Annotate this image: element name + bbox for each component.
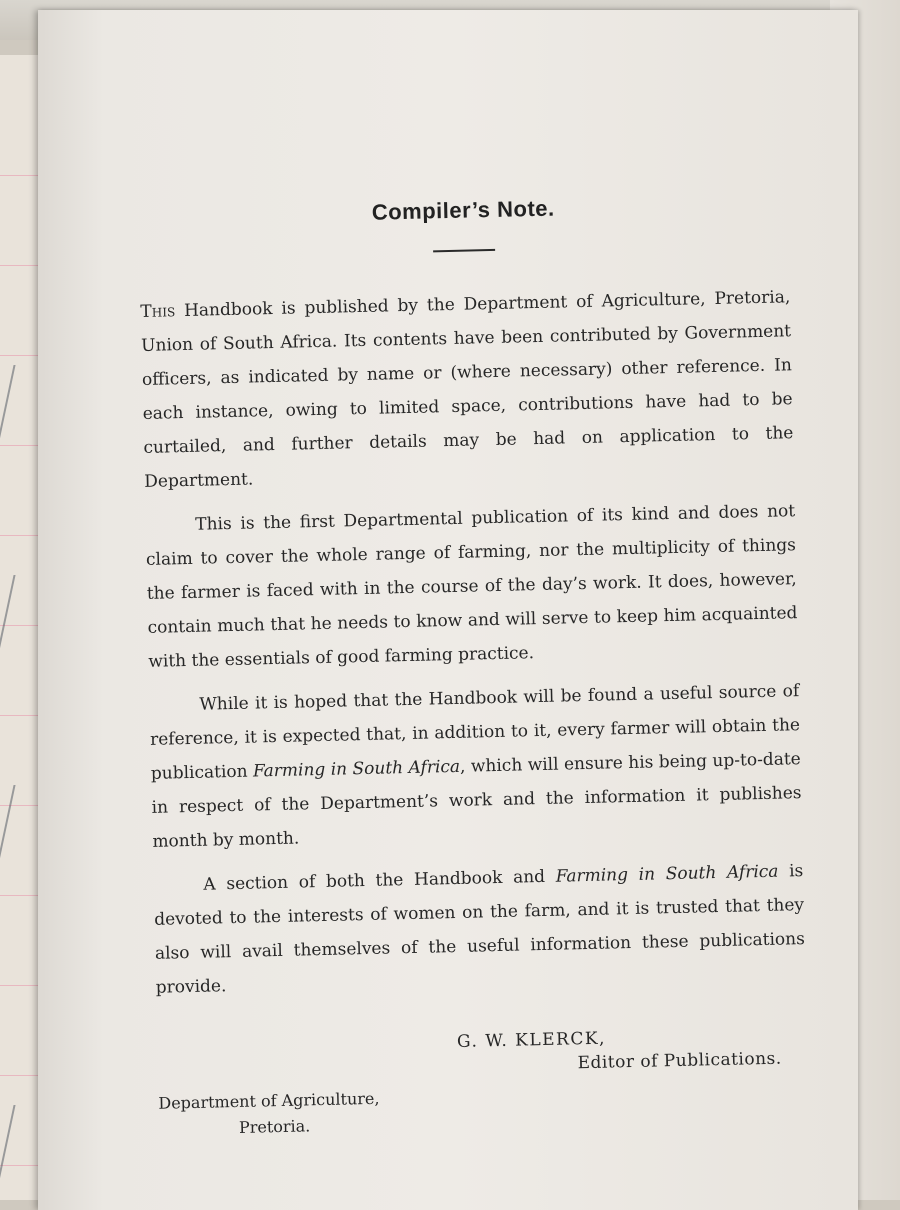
paragraph-3 [149,674,803,859]
address-block [158,1076,809,1143]
address-line-1: Department of Agriculture, [158,1088,380,1113]
paragraph-4-after: is devoted to the interests of women on the farm, and it is trusted that they also will avail themselves of the useful information these publications provide. [153,861,806,998]
title-rule [433,249,495,252]
paragraph-3-after: , which will ensure his being up-to-date in respect of the Department’s work and the information it publishes month by month. [151,749,802,852]
signature-name: G. W. KLERCK, [456,1028,607,1052]
signature-title: Editor of Publications. [577,1048,782,1074]
paragraph-3-before: While it is hoped that the Handbook will be found a useful source of reference, it is expected that, in addition to it, every farmer will obtain the publication [149,681,801,784]
book-page [38,10,858,1210]
paragraph-1 [140,280,794,499]
paragraph-4-before: A section of both the Handbook and [203,866,556,895]
page-content [138,190,809,1143]
paragraph-1-text: Handbook is published by the Department of Agriculture, Pretoria, Union of South Africa. Its contents have been contributed by Government officers, as indicated by name or (where necessary) other reference. In each instance, owing to limited space, contributions have had to be curtailed, and further details may be had on application to the Department. [140,287,794,492]
paragraph-2: This is the first Departmental publication of its kind and does not claim to cover the whole range of farming, nor the multiplicity of things the farmer is faced with in the course of the day’s work. It does, however, contain much that he needs to know and will serve to keep him acquainted with the essentials of good farming practice. [145,501,798,672]
paragraph-4 [153,854,806,1005]
page-title: Compiler’s Note. [371,195,555,225]
address-line-2: Pretoria. [238,1116,311,1137]
paragraph-1-lead: This [140,301,176,322]
paragraph-4-italic: Farming in South Africa [555,861,779,887]
paragraph-3-italic: Farming in South Africa [252,756,461,782]
